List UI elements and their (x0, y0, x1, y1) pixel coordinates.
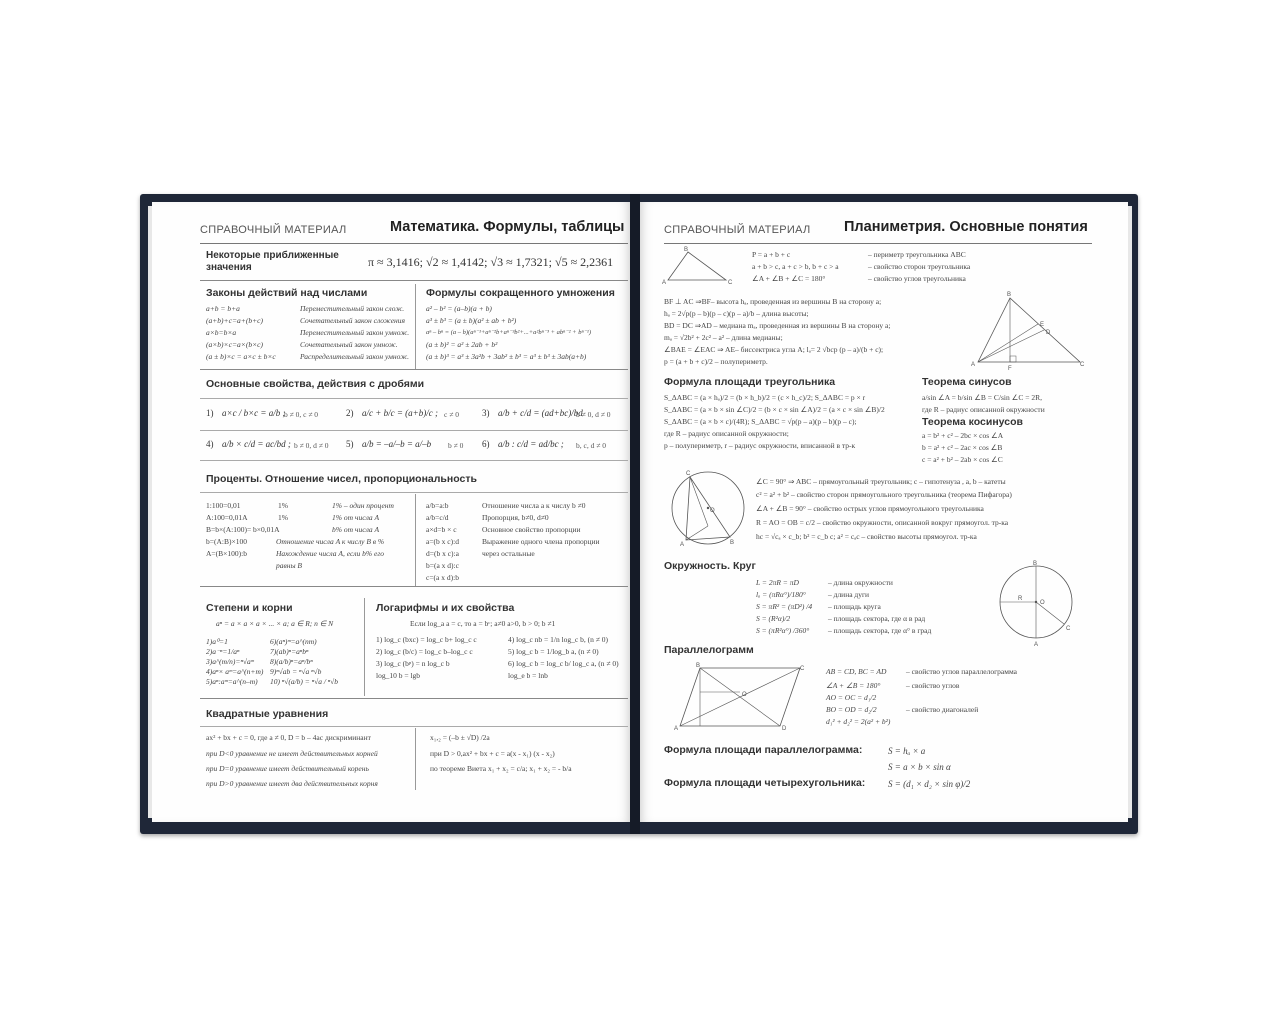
law-formula: (a ± b)×c = a×c ± b×c (206, 352, 276, 361)
right-triangle-line: ∠A + ∠B = 90° – свойство острых углов прямоугольного треугольника (756, 504, 984, 513)
proportion-formula: a/b=a:b (426, 501, 449, 510)
triangle-line: BF ⊥ AC ⇒BF– высота hₐ, проведенная из вершины B на сторону a; (664, 297, 882, 306)
right-triangle-line: ∠C = 90° ⇒ ABC – прямоугольный треугольник; c – гипотенуза , a, b – катеты (756, 477, 1006, 486)
right-triangle-line: hc = √cₐ × c_b; b² = c_b c; a² = cₐc – свойство высоты прямоугол. тр-ка (756, 532, 977, 541)
parallelogram-area-formula: S = a × b × sin α (888, 762, 951, 772)
rule (200, 698, 628, 699)
parallelogram-desc: – свойство углов параллелограмма (906, 667, 1018, 676)
svg-text:B: B (696, 663, 701, 669)
proportion-formula: d=(b x c):a (426, 549, 459, 558)
sines-title: Теорема синусов (922, 376, 1012, 388)
quadratic-line: x₁,₂ = (–b ± √D) /2a (430, 733, 490, 742)
percent-desc: b% от числа A (332, 525, 380, 534)
svg-text:B: B (1007, 292, 1012, 298)
header-rule (200, 243, 628, 244)
quadrilateral-area-title: Формула площади четырехугольника: (664, 777, 866, 789)
law-formula: (a+b)+c=a+(b+c) (206, 316, 263, 325)
area-formula: S_ΔABC = (a × hₐ)/2 = (b × h_b)/2 = (c × h_c)/2; S_ΔABC = p × r (664, 393, 866, 402)
log-rule: 5) log_c b = 1/log_b a, (n ≠ 0) (508, 647, 599, 656)
area-formula: p – полупериметр, r – радиус окружности, вписанной в тр-к (664, 441, 856, 450)
parallelogram-title: Параллелограмм (664, 644, 754, 656)
power-rule: 9)ⁿ√ab = ⁿ√a ⁿ√b (270, 667, 322, 676)
law-desc: Распределительный закон умнож. (300, 352, 410, 361)
svg-text:B: B (730, 540, 735, 546)
triangle-abc-diagram (662, 246, 736, 286)
book-spine (630, 194, 640, 834)
svg-text:C: C (800, 666, 805, 672)
divider (415, 728, 416, 790)
log-rule: 4) log_c nb = 1/n log_c b, (n ≠ 0) (508, 635, 608, 644)
quadratic-line: при D<0 уравнение не имеет действительных корней (206, 749, 378, 758)
rule (200, 369, 628, 370)
power-rule: 5)aⁿ:aᵐ=a^(n–m) (206, 677, 258, 686)
svg-text:A: A (674, 726, 679, 732)
quadratic-line: ax² + bx + c = 0, где a ≠ 0, D = b – 4ac дискриминант (206, 733, 371, 742)
triangle-formula: ∠A + ∠B + ∠C = 180° (752, 274, 826, 283)
shortmult-formula: aⁿ – bⁿ = (a – b)(aⁿ⁻¹+aⁿ⁻²b+aⁿ⁻³b²+...+a²bⁿ⁻³ + abⁿ⁻² + bⁿ⁻¹) (426, 329, 592, 336)
parallelogram-formula: d₁² + d₂² = 2(a² + b²) (826, 717, 891, 726)
fraction-cond: b ≠ 0, c ≠ 0 (284, 410, 319, 419)
shortmult-title: Формулы сокращенного умножения (426, 287, 615, 299)
area-formula: S_ΔABC = (a × b × c)/(4R); S_ΔABC = √p(p – a)(p – b)(p – c); (664, 417, 857, 426)
parallelogram-diagram (670, 662, 806, 732)
parallelogram-desc: – свойство углов (906, 681, 960, 690)
svg-text:C: C (1066, 626, 1071, 632)
fraction-cond: b ≠ 0, d ≠ 0 (294, 441, 329, 450)
svg-text:A: A (1034, 642, 1039, 646)
percent-formula: b=(A:B)×100 (206, 537, 247, 546)
fractions-title: Основные свойства, действия с дробями (206, 378, 425, 390)
right-header-label: СПРАВОЧНЫЙ МАТЕРИАЛ (664, 224, 811, 236)
quadratic-line: по теореме Виета x₁ + x₂ = c/a; x₁ + x₂ = - b/a (430, 764, 572, 773)
triangle-line: ∠BAE = ∠EAC ⇒ AE– биссектриса угла A; lₐ= 2 √bcp (p – a)/(b + c); (664, 345, 884, 354)
triangle-line: hₐ = 2√p(p – b)(p – c)(p – a)/b – длина высоты; (664, 309, 809, 318)
svg-text:O: O (710, 508, 715, 514)
fraction-num: 3) (482, 408, 490, 418)
log-rule: log_10 b = lgb (376, 671, 421, 680)
svg-text:F: F (1008, 366, 1012, 370)
parallelogram-formula: ∠A + ∠B = 180° (826, 681, 881, 690)
rule (200, 398, 628, 399)
fraction-formula: a/b : c/d = ad/bc ; (498, 439, 564, 449)
rule (200, 430, 628, 431)
circle-desc: – площадь круга (828, 602, 881, 611)
proportion-formula: b=(a x d):c (426, 561, 459, 570)
percent-formula: A:100=0,01A (206, 513, 248, 522)
circle-formula: S = (R²α)/2 (756, 614, 791, 623)
left-page (152, 202, 630, 822)
power-rule: 10) ⁿ√(a/b) = ⁿ√a / ⁿ√b (270, 677, 339, 686)
left-header-label: СПРАВОЧНЫЙ МАТЕРИАЛ (200, 224, 347, 236)
sines-formula: a/sin ∠A = b/sin ∠B = C/sin ∠C = 2R, (922, 393, 1042, 402)
svg-text:A: A (680, 542, 685, 548)
circle-desc: – длина окружности (828, 578, 893, 587)
quadratic-line: при D > 0,ax² + bx + c = a(x - x₁) (x - x₂) (430, 749, 555, 758)
percent-formula: A=(B×100):b (206, 549, 247, 558)
parallelogram-formula: BO = OD = d₂/2 (826, 705, 877, 714)
proportion-desc: Основное свойство пропорции (482, 525, 581, 534)
powers-title: Степени и корни (206, 602, 293, 614)
proportion-desc: Выражение одного члена пропорции (482, 537, 600, 546)
triangle-formula: P = a + b + c (752, 250, 791, 259)
area-formula: S_ΔABC = (a × b × sin ∠C)/2 = (b × c × sin ∠A)/2 = (a × c × sin ∠B)/2 (664, 405, 885, 414)
circle-formula: S = (πR²α°) /360° (756, 626, 810, 635)
fraction-cond: b ≠ 0 (448, 441, 464, 450)
quadratic-line: при D>0 уравнение имеет два действительных корня (206, 779, 378, 788)
fraction-formula: a/c + b/c = (a+b)/c ; (362, 408, 438, 418)
triangle-heights-diagram (968, 290, 1086, 370)
svg-text:D: D (782, 726, 787, 732)
power-rule: 7)(ab)ⁿ=aⁿbⁿ (270, 647, 309, 656)
percent-symbol: 1% (278, 513, 288, 522)
percent-desc: Нахождение числа A, если b% его (276, 549, 385, 558)
fraction-num: 6) (482, 439, 490, 449)
power-rule: 3)a^(m/n)=ⁿ√aᵐ (206, 657, 254, 666)
circle-desc: – длина дуги (828, 590, 870, 599)
percent-desc: Отношение числа A к числу B в % (276, 537, 385, 546)
svg-text:E: E (1040, 322, 1045, 328)
law-formula: a+b = b+a (206, 304, 240, 313)
percent-title: Проценты. Отношение чисел, пропорциональность (206, 473, 477, 485)
svg-text:O: O (742, 692, 747, 698)
approx-formula: π ≈ 3,1416; √2 ≈ 1,4142; √3 ≈ 1,7321; √5 ≈ 2,2361 (368, 255, 614, 269)
percent-formula: B=b×(A:100)= b×0,01A (206, 525, 280, 534)
circle-title: Окружность. Круг (664, 560, 756, 572)
log-rule: 2) log_c (b/c) = log_c b–log_c c (376, 647, 473, 656)
power-rule: 4)aⁿ× aᵐ=a^(n+m) (206, 667, 264, 676)
right-triangle-circle-diagram (666, 466, 750, 550)
powers-definition: aⁿ = a × a × a × ... × a; a ∈ R; n ∈ N (216, 619, 334, 628)
svg-text:C: C (686, 471, 691, 477)
rule (200, 726, 628, 727)
triangle-line: mₐ = √2b² + 2c² – a² – длина медианы; (664, 333, 783, 342)
fraction-formula: a/b = –a/–b = a/–b (362, 439, 432, 449)
approx-title: Некоторые приближенные (206, 250, 339, 261)
shortmult-formula: (a ± b)³ = a³ ± 3a²b + 3ab² ± b³ = a³ ± b³ ± 3ab(a+b) (426, 352, 587, 361)
cosines-formula: a = b² + c² – 2bc × cos ∠A (922, 431, 1004, 440)
percent-desc: 1% – один процент (332, 501, 394, 510)
parallelogram-formula: AO = OC = d₁/2 (826, 693, 877, 702)
log-rule: 1) log_c (bxc) = log_c b+ log_c c (376, 635, 477, 644)
circle-desc: – площадь сектора, где α в рад (828, 614, 926, 623)
proportion-formula: a/b=c/d (426, 513, 449, 522)
triangle-line: p = (a + b + c)/2 – полупериметр. (664, 357, 768, 366)
divider (364, 598, 365, 696)
circle-diagram (996, 560, 1082, 646)
sines-formula: где R – радиус описанной окружности (922, 405, 1045, 414)
law-desc: Переместительный закон слож. (300, 304, 405, 313)
quadratic-line: при D=0 уравнение имеет действительный корень (206, 764, 369, 773)
svg-text:B: B (1033, 561, 1038, 567)
proportion-desc: через остальные (482, 549, 535, 558)
cosines-formula: c = a² + b² – 2ab × cos ∠C (922, 455, 1003, 464)
cosines-title: Теорема косинусов (922, 416, 1023, 428)
page-edge-right (1128, 206, 1132, 818)
svg-text:O: O (1040, 600, 1045, 606)
fraction-cond: b, c, d ≠ 0 (576, 441, 606, 450)
fraction-formula: a×c / b×c = a/b ; (222, 408, 286, 418)
quadratic-title: Квадратные уравнения (206, 708, 329, 720)
svg-text:R: R (1018, 596, 1023, 602)
circle-formula: L = 2πR = πD (756, 578, 799, 587)
proportion-desc: Отношение числа a к числу b ≠0 (482, 501, 586, 510)
percent-formula: 1:100=0,01 (206, 501, 241, 510)
rule (200, 492, 628, 493)
right-page-title: Планиметрия. Основные понятия (844, 219, 1088, 235)
divider (415, 284, 416, 369)
law-desc: Переместительный закон умнож. (300, 328, 410, 337)
parallelogram-area-formula: S = hₐ × a (888, 746, 926, 756)
percent-desc: 1% от числа A (332, 513, 380, 522)
approx-title-2: значения (206, 262, 252, 273)
rule (200, 280, 628, 281)
logs-title: Логарифмы и их свойства (376, 602, 515, 614)
proportion-formula: c=(a x d):b (426, 573, 459, 582)
triangle-desc: – свойство сторон треугольника (868, 262, 971, 271)
triangle-line: BD = DC ⇒AD – медиана mₐ, проведенная из вершины B на сторону a; (664, 321, 891, 330)
rule (200, 586, 628, 587)
left-page-title: Математика. Формулы, таблицы (390, 219, 625, 235)
svg-text:D: D (1046, 330, 1051, 336)
fraction-cond: b ≠ 0, d ≠ 0 (576, 410, 611, 419)
right-triangle-line: R = AO = OB = c/2 – свойство окружности, описанной вокруг прямоугол. тр-ка (756, 518, 1009, 527)
area-formula: где R – радиус описанной окружности; (664, 429, 789, 438)
percent-desc: равны B (276, 561, 303, 570)
triangle-desc: – периметр треугольника ABC (868, 250, 966, 259)
quadrilateral-area-formula: S = (d₁ × d₂ × sin φ)/2 (888, 779, 971, 789)
proportion-desc: Пропорция, b≠0, d≠0 (482, 513, 549, 522)
fraction-formula: a/b × c/d = ac/bd ; (222, 439, 291, 449)
cosines-formula: b = a² + c² – 2ac × cos ∠B (922, 443, 1003, 452)
law-desc: Сочетательный закон умнож. (300, 340, 398, 349)
svg-text:A: A (662, 280, 667, 286)
law-desc: Сочетательный закон сложения (300, 316, 406, 325)
triangle-desc: – свойство углов треугольника (868, 274, 966, 283)
parallelogram-desc: – свойство диагоналей (906, 705, 979, 714)
log-rule: 3) log_c (bᵖ) = n log_c b (376, 659, 450, 668)
power-rule: 8)(a/b)ⁿ=aⁿ/bⁿ (270, 657, 313, 666)
fraction-cond: c ≠ 0 (444, 410, 459, 419)
header-rule (664, 243, 1092, 244)
rule (200, 460, 628, 461)
triangle-area-title: Формула площади треугольника (664, 376, 836, 388)
proportion-formula: a×d=b × c (426, 525, 457, 534)
shortmult-formula: a² – b² = (a–b)(a + b) (426, 304, 492, 313)
parallelogram-area-title: Формула площади параллелограмма: (664, 744, 863, 756)
shortmult-formula: (a ± b)² = a² ± 2ab + b² (426, 340, 498, 349)
right-page (640, 202, 1128, 822)
fraction-formula: a/b + c/d = (ad+bc)/bd (498, 408, 583, 418)
circle-formula: lₐ = (πRα°)/180° (756, 590, 806, 599)
log-rule: 6) log_c b = log_c b/ log_c a, (n ≠ 0) (508, 659, 619, 668)
circle-formula: S = πR² = (πD²) /4 (756, 602, 813, 611)
law-formula: (a×b)×c=a×(b×c) (206, 340, 263, 349)
fraction-num: 5) (346, 439, 354, 449)
triangle-formula: a + b > c, a + c > b, b + c > a (752, 262, 839, 271)
percent-symbol: 1% (278, 501, 288, 510)
power-rule: 2)a⁻ⁿ=1/aⁿ (206, 647, 240, 656)
svg-text:C: C (1080, 362, 1085, 368)
shortmult-formula: a³ ± b³ = (a ± b)(a² ± ab + b²) (426, 316, 517, 325)
parallelogram-formula: AB = CD, BC = AD (826, 667, 887, 676)
log-rule: log_e b = lnb (508, 671, 548, 680)
fraction-num: 4) (206, 439, 214, 449)
power-rule: 6)(aⁿ)ᵐ=a^(nm) (270, 637, 317, 646)
right-triangle-line: c² = a² + b² – свойство сторон прямоугольного треугольника (теорема Пифагора) (756, 490, 1012, 499)
circle-desc: – площадь сектора, где α° в град (828, 626, 932, 635)
svg-text:B: B (684, 247, 689, 253)
svg-text:A: A (971, 362, 976, 368)
law-formula: a×b=b×a (206, 328, 237, 337)
fraction-num: 2) (346, 408, 354, 418)
power-rule: 1)a⁰=1 (206, 637, 228, 646)
proportion-formula: a=(b x c):d (426, 537, 459, 546)
divider (415, 494, 416, 586)
logs-definition: Если log_a a = c, то a = bᶜ; a≠0 a>0, b > 0; b ≠1 (410, 619, 556, 628)
laws-title: Законы действий над числами (206, 287, 368, 299)
fraction-num: 1) (206, 408, 214, 418)
svg-text:C: C (728, 280, 733, 286)
